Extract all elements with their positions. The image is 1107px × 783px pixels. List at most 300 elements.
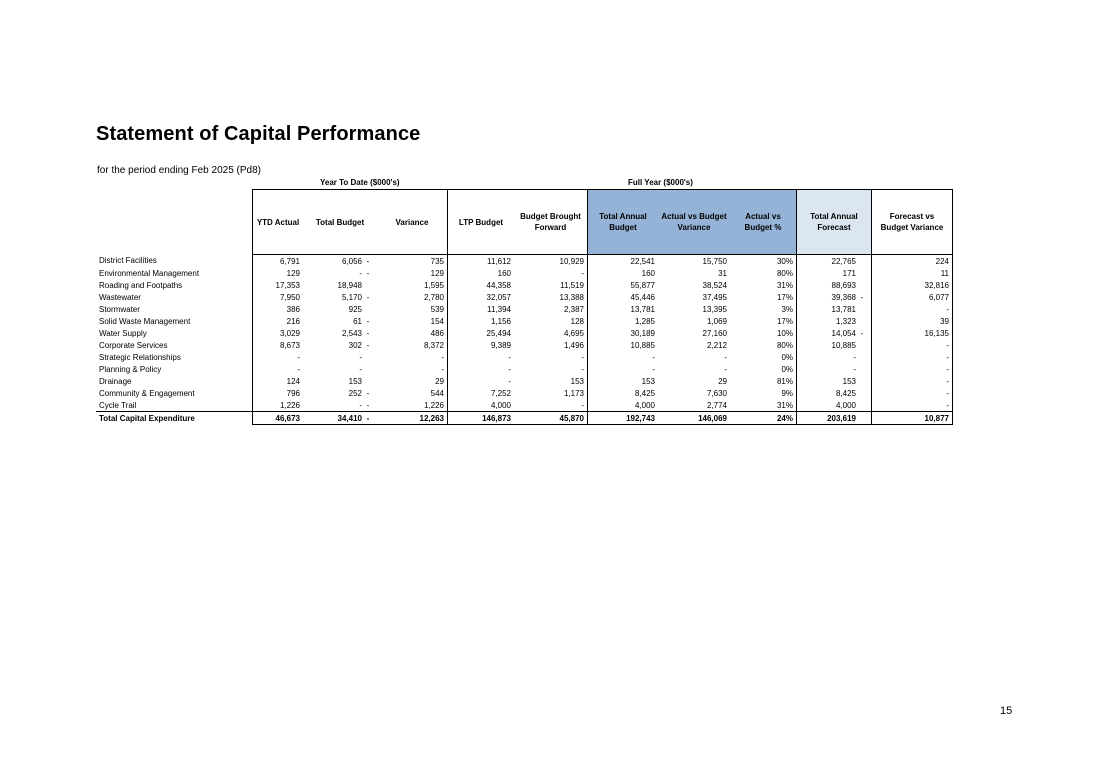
cell-total-annual-budget-value: 22,541 (630, 256, 655, 266)
cell-actual-vs-budget-pct-value: 0% (781, 364, 793, 374)
cell-forecast-vs-budget-variance (872, 412, 953, 425)
cell-forecast-vs-budget-variance-value: 224 (935, 256, 949, 266)
cell-actual-vs-budget-pct-value: 10% (776, 328, 793, 338)
cell-total-annual-budget (588, 327, 659, 339)
cell-ytd-actual-value: 7,950 (279, 292, 300, 302)
cell-actual-vs-budget-pct-value: 81% (776, 376, 793, 386)
cell-total-annual-forecast (797, 387, 872, 399)
cell-budget-brought-forward (514, 363, 588, 375)
cell-forecast-vs-budget-variance-value: 6,077 (928, 292, 949, 302)
cell-actual-vs-budget-pct-value: 9% (781, 388, 793, 398)
cell-variance-value: 1,226 (423, 400, 444, 410)
cell-total-budget (303, 327, 377, 339)
cell-variance (377, 267, 448, 279)
cell-forecast-vs-budget-variance (872, 327, 953, 339)
cell-total-annual-budget (588, 351, 659, 363)
cell-total-annual-forecast-value: 22,765 (831, 256, 856, 266)
cell-ytd-actual (253, 291, 304, 303)
cell-actual-vs-budget-variance (658, 255, 730, 268)
cell-actual-vs-budget-variance-value: 15,750 (702, 256, 727, 266)
cell-budget-brought-forward (514, 351, 588, 363)
cell-ltp-budget-value: 32,057 (486, 292, 511, 302)
cell-variance-value: 2,780 (423, 292, 444, 302)
table-row (96, 303, 953, 315)
cell-total-budget-value: 6,056 (341, 256, 362, 266)
cell-variance-value: 8,372 (423, 340, 444, 350)
cell-variance (377, 339, 448, 351)
cell-forecast-vs-budget-variance-value: - (946, 388, 949, 398)
cell-ytd-actual-value: 216 (286, 316, 300, 326)
cell-variance-value: 129 (430, 268, 444, 278)
cell-variance (377, 375, 448, 387)
cell-ytd-actual (253, 412, 304, 425)
cell-forecast-vs-budget-variance (872, 399, 953, 412)
cell-ytd-actual (253, 339, 304, 351)
negative-marker: - (366, 340, 370, 350)
cell-ltp-budget-value: 9,389 (490, 340, 511, 350)
cell-total-annual-budget (588, 375, 659, 387)
cell-actual-vs-budget-pct-value: 3% (781, 304, 793, 314)
cell-total-annual-budget-value: 45,446 (630, 292, 655, 302)
negative-marker: - (860, 292, 864, 302)
cell-ytd-actual-value: - (297, 352, 300, 362)
cell-budget-brought-forward (514, 399, 588, 412)
negative-marker: - (366, 268, 370, 278)
cell-ltp-budget-value: 1,156 (490, 316, 511, 326)
cell-budget-brought-forward (514, 327, 588, 339)
table-row (96, 279, 953, 291)
cell-forecast-vs-budget-variance-value: 11 (940, 268, 949, 278)
table-row (96, 375, 953, 387)
cell-ltp-budget (448, 375, 515, 387)
cell-actual-vs-budget-pct (730, 291, 797, 303)
cell-forecast-vs-budget-variance (872, 363, 953, 375)
cell-total-budget-value: 61 (353, 316, 362, 326)
cell-actual-vs-budget-pct-value: 80% (776, 268, 793, 278)
cell-ltp-budget (448, 339, 515, 351)
cell-budget-brought-forward-value: - (581, 352, 584, 362)
cell-ytd-actual-value: 124 (286, 376, 300, 386)
cell-actual-vs-budget-variance (658, 327, 730, 339)
cell-budget-brought-forward (514, 387, 588, 399)
cell-variance (377, 399, 448, 412)
cell-ltp-budget (448, 255, 515, 268)
row-label: Drainage (99, 376, 132, 386)
cell-ytd-actual-value: 1,226 (279, 400, 300, 410)
cell-ytd-actual (253, 363, 304, 375)
cell-total-annual-budget (588, 279, 659, 291)
cell-actual-vs-budget-pct (730, 315, 797, 327)
cell-ytd-actual (253, 303, 304, 315)
table-row (96, 267, 953, 279)
header-blank (96, 190, 253, 255)
cell-total-annual-forecast (797, 315, 872, 327)
cell-total-annual-budget (588, 291, 659, 303)
cell-actual-vs-budget-pct (730, 351, 797, 363)
cell-total-annual-budget-value: 10,885 (630, 340, 655, 350)
cell-total-annual-budget-value: 160 (641, 268, 655, 278)
cell-actual-vs-budget-pct-value: 80% (776, 340, 793, 350)
cell-ltp-budget-value: - (508, 364, 511, 374)
negative-marker: - (366, 256, 370, 266)
period-subtitle: for the period ending Feb 2025 (Pd8) (97, 165, 261, 176)
cell-actual-vs-budget-variance (658, 399, 730, 412)
cell-total-annual-forecast-value: 39,368 (831, 292, 856, 302)
cell-actual-vs-budget-pct-value: 17% (776, 292, 793, 302)
header-total-annual-forecast: Total Annual Forecast (797, 190, 872, 255)
cell-ltp-budget-value: 4,000 (490, 400, 511, 410)
cell-forecast-vs-budget-variance (872, 339, 953, 351)
cell-ytd-actual-value: 386 (286, 304, 300, 314)
row-label: Strategic Relationships (99, 352, 181, 362)
ytd-group-label: Year To Date ($000's) (320, 178, 400, 187)
cell-total-annual-budget (588, 303, 659, 315)
cell-ytd-actual (253, 255, 304, 268)
cell-actual-vs-budget-pct-value: 31% (776, 400, 793, 410)
table-row (96, 399, 953, 412)
cell-ltp-budget-value: 160 (497, 268, 511, 278)
cell-total-budget (303, 375, 377, 387)
cell-variance (377, 255, 448, 268)
cell-total-budget-value: - (359, 268, 362, 278)
cell-forecast-vs-budget-variance-value: - (946, 352, 949, 362)
table-header-row (96, 190, 953, 255)
cell-ytd-actual (253, 327, 304, 339)
table-body (96, 255, 953, 425)
cell-ytd-actual (253, 399, 304, 412)
cell-actual-vs-budget-variance-value: - (724, 352, 727, 362)
cell-forecast-vs-budget-variance-value: - (946, 376, 949, 386)
cell-ltp-budget (448, 399, 515, 412)
cell-actual-vs-budget-pct (730, 375, 797, 387)
negative-marker: - (366, 316, 370, 326)
cell-total-annual-forecast-value: 1,323 (835, 316, 856, 326)
cell-budget-brought-forward (514, 267, 588, 279)
cell-ltp-budget-value: 11,394 (487, 304, 511, 314)
cell-variance (377, 412, 448, 425)
cell-actual-vs-budget-pct (730, 387, 797, 399)
cell-total-budget (303, 387, 377, 399)
cell-forecast-vs-budget-variance-value: 10,877 (924, 413, 949, 423)
cell-total-annual-forecast (797, 291, 872, 303)
cell-ytd-actual (253, 375, 304, 387)
table-row (96, 327, 953, 339)
cell-actual-vs-budget-variance-value: 13,395 (702, 304, 727, 314)
cell-total-budget (303, 412, 377, 425)
cell-budget-brought-forward-value: - (581, 400, 584, 410)
row-label: Corporate Services (99, 340, 168, 350)
cell-variance-value: 539 (430, 304, 444, 314)
cell-total-annual-budget (588, 399, 659, 412)
table-row (96, 363, 953, 375)
cell-total-annual-forecast-value: 4,000 (835, 400, 856, 410)
cell-ltp-budget-value: 25,494 (486, 328, 511, 338)
cell-total-annual-budget-value: 8,425 (634, 388, 655, 398)
cell-total-annual-budget-value: 13,781 (630, 304, 655, 314)
row-label: Cycle Trail (96, 399, 253, 412)
cell-total-annual-budget-value: 153 (641, 376, 655, 386)
cell-forecast-vs-budget-variance (872, 267, 953, 279)
negative-marker: - (366, 413, 370, 423)
row-label: Community & Engagement (99, 388, 195, 398)
cell-forecast-vs-budget-variance (872, 303, 953, 315)
header-budget-brought-forward: Budget Brought Forward (514, 190, 588, 255)
negative-marker: - (366, 292, 370, 302)
cell-variance-value: - (441, 364, 444, 374)
full-year-group-label: Full Year ($000's) (628, 178, 693, 187)
cell-forecast-vs-budget-variance (872, 351, 953, 363)
cell-budget-brought-forward (514, 291, 588, 303)
cell-total-annual-forecast-value: 14,054 (831, 328, 856, 338)
capital-performance-table (96, 189, 953, 425)
cell-variance (377, 327, 448, 339)
cell-ytd-actual-value: 46,673 (275, 413, 300, 423)
cell-total-annual-forecast (797, 399, 872, 412)
row-label: Water Supply (99, 328, 147, 338)
cell-ltp-budget (448, 412, 515, 425)
cell-variance-value: 486 (430, 328, 444, 338)
cell-total-annual-forecast-value: 153 (842, 376, 856, 386)
cell-actual-vs-budget-variance (658, 375, 730, 387)
header-forecast-vs-budget-variance: Forecast vs Budget Variance (872, 190, 953, 255)
cell-ltp-budget-value: 44,358 (486, 280, 511, 290)
cell-actual-vs-budget-variance (658, 412, 730, 425)
cell-total-annual-forecast (797, 279, 872, 291)
cell-variance-value: 544 (430, 388, 444, 398)
cell-total-annual-budget-value: 1,285 (634, 316, 655, 326)
cell-actual-vs-budget-pct (730, 363, 797, 375)
cell-ltp-budget (448, 327, 515, 339)
cell-actual-vs-budget-variance-value: 2,774 (706, 400, 727, 410)
header-actual-vs-budget-variance: Actual vs Budget Variance (658, 190, 730, 255)
cell-budget-brought-forward-value: 153 (570, 376, 584, 386)
row-label: Solid Waste Management (99, 316, 191, 326)
cell-total-budget (303, 291, 377, 303)
cell-budget-brought-forward-value: 128 (570, 316, 584, 326)
cell-total-annual-forecast-value: - (853, 364, 856, 374)
cell-ltp-budget (448, 291, 515, 303)
cell-variance-value: 735 (430, 256, 444, 266)
cell-total-annual-forecast (797, 351, 872, 363)
cell-budget-brought-forward-value: - (581, 364, 584, 374)
cell-forecast-vs-budget-variance (872, 375, 953, 387)
cell-forecast-vs-budget-variance (872, 387, 953, 399)
cell-actual-vs-budget-variance (658, 363, 730, 375)
cell-ltp-budget-value: 146,873 (482, 413, 511, 423)
cell-total-budget-value: 18,948 (337, 280, 362, 290)
page-number: 15 (1000, 705, 1013, 717)
cell-ytd-actual-value: 8,673 (279, 340, 300, 350)
cell-ytd-actual (253, 315, 304, 327)
row-label: Environmental Management (99, 268, 200, 278)
cell-variance-value: 1,595 (423, 280, 444, 290)
cell-actual-vs-budget-variance (658, 351, 730, 363)
cell-actual-vs-budget-pct (730, 412, 797, 425)
cell-total-annual-forecast-value: 13,781 (831, 304, 856, 314)
cell-total-budget-value: 252 (348, 388, 362, 398)
cell-ltp-budget (448, 303, 515, 315)
cell-variance (377, 279, 448, 291)
cell-variance (377, 387, 448, 399)
cell-total-annual-forecast (797, 339, 872, 351)
cell-actual-vs-budget-pct (730, 327, 797, 339)
negative-marker: - (366, 400, 370, 410)
cell-total-annual-budget-value: - (652, 352, 655, 362)
cell-total-annual-budget (588, 267, 659, 279)
cell-actual-vs-budget-variance-value: 38,524 (702, 280, 727, 290)
cell-total-budget (303, 363, 377, 375)
cell-total-budget-value: - (359, 400, 362, 410)
cell-total-budget-value: - (359, 352, 362, 362)
cell-ltp-budget-value: - (508, 376, 511, 386)
table-row (96, 387, 953, 399)
negative-marker: - (366, 328, 370, 338)
cell-actual-vs-budget-pct-value: 30% (776, 256, 793, 266)
cell-budget-brought-forward-value: - (581, 268, 584, 278)
cell-forecast-vs-budget-variance-value: - (946, 364, 949, 374)
header-variance: Variance (377, 190, 448, 255)
cell-budget-brought-forward (514, 279, 588, 291)
cell-ytd-actual-value: 796 (286, 388, 300, 398)
cell-actual-vs-budget-pct (730, 339, 797, 351)
header-total-budget: Total Budget (303, 190, 377, 255)
cell-total-annual-budget-value: 55,877 (630, 280, 655, 290)
cell-total-annual-forecast (797, 255, 872, 268)
cell-total-annual-budget-value: - (652, 364, 655, 374)
cell-budget-brought-forward-value: 11,519 (560, 280, 584, 290)
cell-variance-value: 29 (435, 376, 444, 386)
cell-total-annual-forecast (797, 412, 872, 425)
cell-ytd-actual-value: 17,353 (275, 280, 300, 290)
cell-actual-vs-budget-variance-value: 1,069 (706, 316, 727, 326)
cell-forecast-vs-budget-variance-value: - (946, 400, 949, 410)
cell-actual-vs-budget-variance-value: 7,630 (706, 388, 727, 398)
cell-ltp-budget-value: 7,252 (490, 388, 511, 398)
cell-total-annual-forecast-value: 203,619 (827, 413, 856, 423)
cell-ltp-budget-value: - (508, 352, 511, 362)
cell-total-annual-budget (588, 339, 659, 351)
cell-ltp-budget (448, 279, 515, 291)
cell-budget-brought-forward-value: 10,929 (559, 256, 584, 266)
cell-ytd-actual (253, 279, 304, 291)
cell-actual-vs-budget-variance-value: 31 (718, 268, 727, 278)
cell-forecast-vs-budget-variance (872, 315, 953, 327)
cell-total-annual-budget (588, 255, 659, 268)
cell-variance-value: 154 (430, 316, 444, 326)
cell-ytd-actual-value: 6,791 (279, 256, 300, 266)
cell-ytd-actual (253, 351, 304, 363)
cell-budget-brought-forward-value: 1,496 (563, 340, 584, 350)
cell-total-annual-forecast-value: 8,425 (835, 388, 856, 398)
cell-total-budget-value: 153 (348, 376, 362, 386)
cell-budget-brought-forward (514, 412, 588, 425)
row-label: Wastewater (99, 292, 141, 302)
cell-actual-vs-budget-variance-value: 2,212 (706, 340, 727, 350)
cell-actual-vs-budget-variance-value: 27,160 (702, 328, 727, 338)
cell-total-budget (303, 279, 377, 291)
cell-forecast-vs-budget-variance (872, 279, 953, 291)
table-row (96, 291, 953, 303)
cell-total-annual-budget (588, 387, 659, 399)
cell-budget-brought-forward (514, 255, 588, 268)
cell-forecast-vs-budget-variance-value: 16,135 (924, 328, 949, 338)
cell-actual-vs-budget-pct (730, 267, 797, 279)
cell-total-annual-forecast-value: 10,885 (831, 340, 856, 350)
cell-total-budget-value: 5,170 (341, 292, 362, 302)
cell-ytd-actual (253, 267, 304, 279)
cell-budget-brought-forward-value: 45,870 (559, 413, 584, 423)
cell-total-budget (303, 267, 377, 279)
table-row (96, 339, 953, 351)
cell-actual-vs-budget-variance (658, 315, 730, 327)
cell-variance (377, 291, 448, 303)
cell-actual-vs-budget-variance (658, 339, 730, 351)
cell-variance (377, 315, 448, 327)
cell-variance (377, 303, 448, 315)
cell-budget-brought-forward (514, 339, 588, 351)
cell-budget-brought-forward (514, 315, 588, 327)
table-row (96, 315, 953, 327)
cell-forecast-vs-budget-variance-value: - (946, 340, 949, 350)
table-row (96, 351, 953, 363)
header-total-annual-budget: Total Annual Budget (588, 190, 659, 255)
cell-budget-brought-forward-value: 2,387 (563, 304, 584, 314)
cell-ytd-actual-value: 3,029 (279, 328, 300, 338)
cell-total-annual-forecast (797, 363, 872, 375)
cell-ltp-budget-value: 11,612 (487, 256, 511, 266)
table-row (96, 255, 953, 268)
cell-actual-vs-budget-pct-value: 0% (781, 352, 793, 362)
cell-ltp-budget (448, 363, 515, 375)
cell-total-annual-forecast-value: - (853, 352, 856, 362)
cell-forecast-vs-budget-variance-value: 39 (940, 316, 949, 326)
cell-budget-brought-forward-value: 1,173 (563, 388, 584, 398)
cell-actual-vs-budget-pct-value: 24% (776, 413, 793, 423)
row-label: District Facilities (99, 256, 157, 266)
cell-total-annual-budget (588, 315, 659, 327)
cell-actual-vs-budget-pct (730, 399, 797, 412)
cell-ytd-actual-value: 129 (286, 268, 300, 278)
cell-actual-vs-budget-pct (730, 303, 797, 315)
cell-budget-brought-forward (514, 303, 588, 315)
cell-total-budget-value: - (359, 364, 362, 374)
cell-actual-vs-budget-variance-value: 29 (718, 376, 727, 386)
negative-marker: - (860, 328, 864, 338)
cell-actual-vs-budget-variance-value: 37,495 (702, 292, 727, 302)
cell-forecast-vs-budget-variance-value: - (946, 304, 949, 314)
cell-total-budget (303, 351, 377, 363)
page-title: Statement of Capital Performance (96, 123, 421, 145)
header-actual-vs-budget-pct: Actual vs Budget % (730, 190, 797, 255)
cell-total-budget-value: 302 (348, 340, 362, 350)
cell-total-annual-forecast (797, 375, 872, 387)
cell-total-annual-forecast (797, 303, 872, 315)
cell-total-budget (303, 303, 377, 315)
cell-total-annual-budget-value: 30,189 (630, 328, 655, 338)
cell-forecast-vs-budget-variance-value: 32,816 (924, 280, 949, 290)
cell-actual-vs-budget-pct (730, 255, 797, 268)
cell-total-annual-budget (588, 412, 659, 425)
row-label: Stormwater (99, 304, 140, 314)
cell-ltp-budget (448, 267, 515, 279)
cell-total-annual-budget (588, 363, 659, 375)
cell-actual-vs-budget-variance (658, 267, 730, 279)
header-ytd-actual: YTD Actual (253, 190, 304, 255)
cell-total-annual-forecast-value: 88,693 (831, 280, 856, 290)
cell-variance (377, 363, 448, 375)
cell-total-budget (303, 255, 377, 268)
cell-actual-vs-budget-variance (658, 291, 730, 303)
